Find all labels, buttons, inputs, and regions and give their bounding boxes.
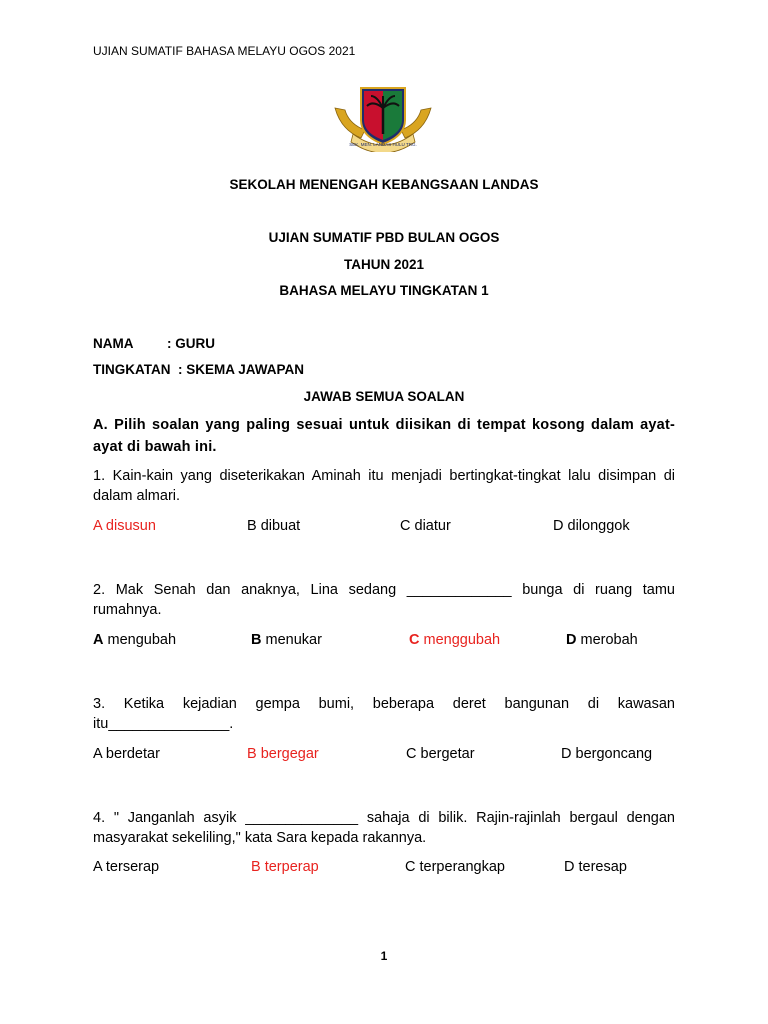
question-4-text: 4. " Janganlah asyik ______________ sahaja di bilik. Rajin-rajinlah bergaul dengan masyarakat sekeliling," kata Sara kepada rakannya. [93,810,675,846]
section-letter: A. [93,417,108,433]
class-label: TINGKATAN [93,362,171,377]
q3-option-c: C bergetar [406,746,475,762]
section-text: Pilih soalan yang paling sesuai untuk diisikan di tempat kosong dalam ayat-ayat di bawah ini. [93,417,676,455]
school-name: SEKOLAH MENENGAH KEBANGSAAN LANDAS [229,177,539,192]
exam-year: TAHUN 2021 [343,257,425,272]
q4-option-d: D teresap [564,859,627,875]
q4-option-c: C terperangkap [405,859,505,875]
q3-option-a: A berdetar [93,746,160,762]
q2-option-c: C menggubah [409,632,501,648]
exam-title: UJIAN SUMATIF PBD BULAN OGOS [268,230,500,245]
class-value: : SKEMA JAWAPAN [178,362,305,377]
name-value: : GURU [167,336,215,351]
svg-text:SEK. MEN. LANDAS HULU TRG.: SEK. MEN. LANDAS HULU TRG. [349,142,417,147]
q4-option-a: A terserap [93,859,160,875]
q3-option-b: B bergegar [247,746,319,762]
running-header: UJIAN SUMATIF BAHASA MELAYU OGOS 2021 [93,44,356,58]
q1-option-a: A disusun [93,518,156,534]
question-1-text: 1. Kain-kain yang diseterikakan Aminah itu menjadi bertingkat-tingkat lalu disimpan di dalam almari. [93,468,675,504]
q1-option-d: D dilonggok [553,518,630,534]
class-row [93,362,304,377]
question-2-text: 2. Mak Senah dan anaknya, Lina sedang _____________ bunga di ruang tamu rumahnya. [93,582,675,618]
q2-option-b: B menukar [251,632,322,648]
name-label: NAMA [93,336,134,351]
q2-option-d: D merobah [566,632,638,648]
page-number: 1 [380,949,388,963]
q3-option-d: D bergoncang [561,746,653,762]
q4-option-b: B terperap [251,859,319,875]
q1-option-b: B dibuat [247,518,301,534]
section-a-instruction [93,414,675,458]
q1-option-c: C diatur [400,518,451,534]
q2-option-a: A mengubah [93,632,177,648]
exam-subject: BAHASA MELAYU TINGKATAN 1 [279,283,489,298]
school-crest-icon [331,86,435,152]
name-row [93,336,215,351]
answer-all-instruction: JAWAB SEMUA SOALAN [303,389,465,404]
question-3-text: 3. Ketika kejadian gempa bumi, beberapa deret bangunan di kawasan itu_______________. [93,696,675,732]
